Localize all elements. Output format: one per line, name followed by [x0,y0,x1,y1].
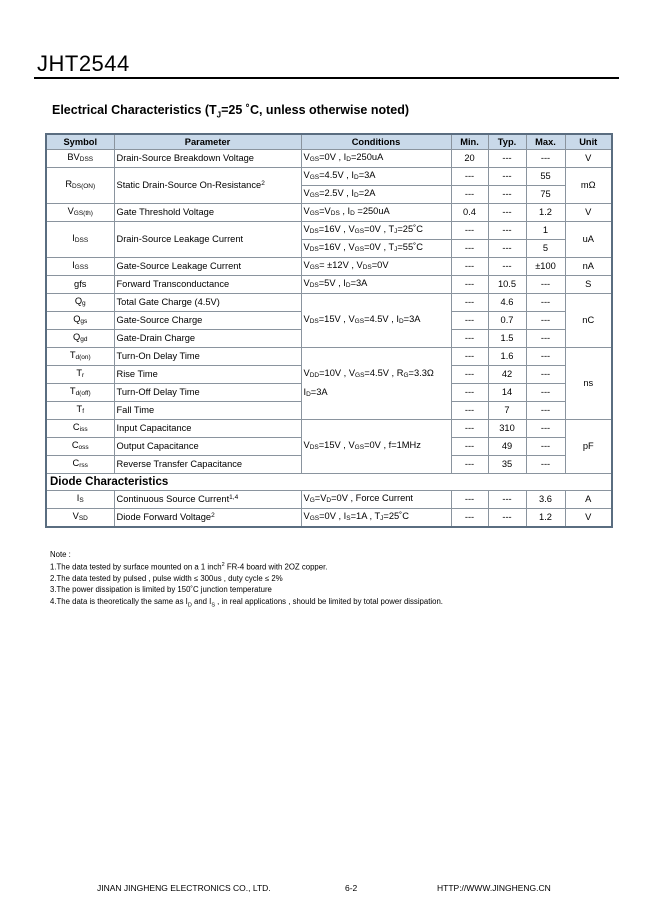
min-cell: --- [451,240,488,258]
min-cell: --- [451,168,488,186]
table-row [46,509,612,528]
header-max: Max. [526,134,565,150]
header-min: Min. [451,134,488,150]
conditions-cell: $V_{GS}=0V$ , $I_S=1A$ , $T_J=25˚C$ [301,509,451,528]
part-number: JHT2544 [37,51,130,76]
conditions-cell: $V_{GS}=V_{DS}$ , $I_D =250uA$ [301,204,451,222]
min-cell: --- [451,330,488,348]
conditions-cell: $V_{DS}=16V$ , $V_{GS}=0V$ , $T_J=25˚C$ [301,222,451,240]
min-cell: --- [451,222,488,240]
conditions-cell: $V_G=V_D=0V$ , Force Current [301,491,451,509]
symbol-cell: $I_S$ [46,491,114,509]
max-cell: --- [526,384,565,402]
diode-section-row [46,474,612,491]
symbol-cell: $BV_{DSS}$ [46,150,114,168]
max-cell: --- [526,456,565,474]
min-cell: --- [451,276,488,294]
unit-cell: nC [565,294,612,348]
footer-website: HTTP://WWW.JINGHENG.CN [437,883,551,893]
header-conditions: Conditions [301,134,451,150]
parameter-cell: Drain-Source Breakdown Voltage [114,150,301,168]
min-cell: --- [451,438,488,456]
typ-cell: --- [488,240,526,258]
max-cell: 55 [526,168,565,186]
diode-section-title: Diode Characteristics [46,474,612,491]
typ-cell: 1.5 [488,330,526,348]
table-row [46,276,612,294]
parameter-cell: Diode Forward Voltage$^2$ [114,509,301,528]
min-cell: --- [451,402,488,420]
symbol-cell: $Q_{gd}$ [46,330,114,348]
notes-title: Note : [50,550,71,559]
min-cell: --- [451,420,488,438]
unit-cell: A [565,491,612,509]
table-row [46,491,612,509]
symbol-cell: $T_r$ [46,366,114,384]
note-3: 3.The power dissipation is limited by 150˚C junction temperature [50,585,272,595]
note-2: 2.The data tested by pulsed , pulse width ≤ 300us , duty cycle ≤ 2% [50,574,283,584]
min-cell: --- [451,186,488,204]
symbol-cell: $I_{GSS}$ [46,258,114,276]
symbol-cell: $V_{SD}$ [46,509,114,528]
conditions-cell: $V_{DD}=10V$ , $V_{GS}=4.5V$ , $R_G=3.3\Omega$ $I_D=3A$ [301,348,451,420]
max-cell: --- [526,312,565,330]
max-cell: --- [526,366,565,384]
parameter-cell: Turn-Off Delay Time [114,384,301,402]
note-1: 1.The data tested by surface mounted on a 1 inch$^2$ FR-4 board with 2OZ copper. [50,562,328,572]
parameter-cell: Fall Time [114,402,301,420]
symbol-cell: $V_{GS(th)}$ [46,204,114,222]
parameter-cell: Gate-Source Leakage Current [114,258,301,276]
max-cell: --- [526,402,565,420]
typ-cell: --- [488,186,526,204]
typ-cell: --- [488,258,526,276]
max-cell: 1.2 [526,509,565,528]
typ-cell: --- [488,204,526,222]
min-cell: --- [451,294,488,312]
header-rule [34,77,619,79]
min-cell: --- [451,384,488,402]
max-cell: 5 [526,240,565,258]
conditions-cell: $V_{GS}=0V$ , $I_D=250uA$ [301,150,451,168]
note-4: 4.The data is theoretically the same as $I_D$ and $I_S$ , in real applications , should be limited by total power dissipation. [50,596,443,609]
typ-cell: --- [488,150,526,168]
conditions-cell: $V_{DS}=16V$ , $V_{GS}=0V$ , $T_J=55˚C$ [301,240,451,258]
footer-company: JINAN JINGHENG ELECTRONICS CO., LTD. [97,883,271,893]
max-cell: --- [526,330,565,348]
typ-cell: 4.6 [488,294,526,312]
conditions-cell: $V_{GS}=4.5V$ , $I_D=3A$ [301,168,451,186]
conditions-cell: $V_{DS}=15V$ , $V_{GS}=0V$ , f=1MHz [301,420,451,474]
unit-cell: nA [565,258,612,276]
typ-cell: 42 [488,366,526,384]
max-cell: --- [526,294,565,312]
header-symbol: Symbol [46,134,114,150]
conditions-cell: $V_{GS}=2.5V$ , $I_D=2A$ [301,186,451,204]
parameter-cell: Drain-Source Leakage Current [114,222,301,258]
typ-cell: --- [488,222,526,240]
parameter-cell: Total Gate Charge (4.5V) [114,294,301,312]
typ-cell: 310 [488,420,526,438]
table-row [46,258,612,276]
unit-cell: ns [565,348,612,420]
min-cell: --- [451,258,488,276]
max-cell: --- [526,420,565,438]
parameter-cell: Output Capacitance [114,438,301,456]
parameter-cell: Reverse Transfer Capacitance [114,456,301,474]
unit-cell: mΩ [565,168,612,204]
max-cell: 3.6 [526,491,565,509]
table-header-row [46,134,612,150]
min-cell: --- [451,509,488,528]
parameter-cell: Turn-On Delay Time [114,348,301,366]
conditions-cell: $V_{GS}= \pm 12V$ , $V_{DS}=0V$ [301,258,451,276]
typ-cell: 35 [488,456,526,474]
symbol-cell: $T_f$ [46,402,114,420]
min-cell: --- [451,348,488,366]
header-typ: Typ. [488,134,526,150]
symbol-cell: $I_{DSS}$ [46,222,114,258]
symbol-cell: $C_{iss}$ [46,420,114,438]
symbol-cell: $T_{d(off)}$ [46,384,114,402]
max-cell: --- [526,348,565,366]
min-cell: --- [451,366,488,384]
conditions-cell: $V_{DS}=15V$ , $V_{GS}=4.5V$ , $I_D=3A$ [301,294,451,348]
unit-cell: V [565,509,612,528]
symbol-cell: $Q_{gs}$ [46,312,114,330]
max-cell: ±100 [526,258,565,276]
parameter-cell: Continuous Source Current$^{1,4}$ [114,491,301,509]
header-unit: Unit [565,134,612,150]
table-row [46,222,612,240]
max-cell: 1 [526,222,565,240]
table-row [46,420,612,438]
table-row [46,348,612,366]
typ-cell: --- [488,509,526,528]
parameter-cell: Forward Transconductance [114,276,301,294]
parameter-cell: Gate Threshold Voltage [114,204,301,222]
typ-cell: 7 [488,402,526,420]
parameter-cell: Static Drain-Source On-Resistance$^2$ [114,168,301,204]
max-cell: 1.2 [526,204,565,222]
unit-cell: uA [565,222,612,258]
unit-cell: S [565,276,612,294]
symbol-cell: $T_{d(on)}$ [46,348,114,366]
symbol-cell: $Q_g$ [46,294,114,312]
unit-cell: V [565,150,612,168]
conditions-cell: $V_{DS}=5V$ , $I_D=3A$ [301,276,451,294]
table-row [46,294,612,312]
parameter-cell: Gate-Drain Charge [114,330,301,348]
typ-cell: --- [488,491,526,509]
typ-cell: 14 [488,384,526,402]
max-cell: --- [526,438,565,456]
min-cell: 0.4 [451,204,488,222]
max-cell: --- [526,276,565,294]
typ-cell: 1.6 [488,348,526,366]
table-row [46,150,612,168]
header-parameter: Parameter [114,134,301,150]
unit-cell: V [565,204,612,222]
typ-cell: 10.5 [488,276,526,294]
max-cell: 75 [526,186,565,204]
table-row [46,168,612,186]
typ-cell: --- [488,168,526,186]
min-cell: --- [451,456,488,474]
min-cell: --- [451,312,488,330]
parameter-cell: Input Capacitance [114,420,301,438]
electrical-characteristics-table [45,133,613,528]
typ-cell: 49 [488,438,526,456]
notes-block [50,549,443,612]
max-cell: --- [526,150,565,168]
symbol-cell: $R_{DS(ON)}$ [46,168,114,204]
min-cell: 20 [451,150,488,168]
unit-cell: pF [565,420,612,474]
table-row [46,204,612,222]
min-cell: --- [451,491,488,509]
symbol-cell: $C_{rss}$ [46,456,114,474]
parameter-cell: Gate-Source Charge [114,312,301,330]
typ-cell: 0.7 [488,312,526,330]
symbol-cell: gfs [46,276,114,294]
symbol-cell: $C_{oss}$ [46,438,114,456]
section-title: Electrical Characteristics ($T_J=25$ ˚C, unless otherwise noted) [52,103,410,120]
footer-page-number: 6-2 [345,883,358,893]
parameter-cell: Rise Time [114,366,301,384]
